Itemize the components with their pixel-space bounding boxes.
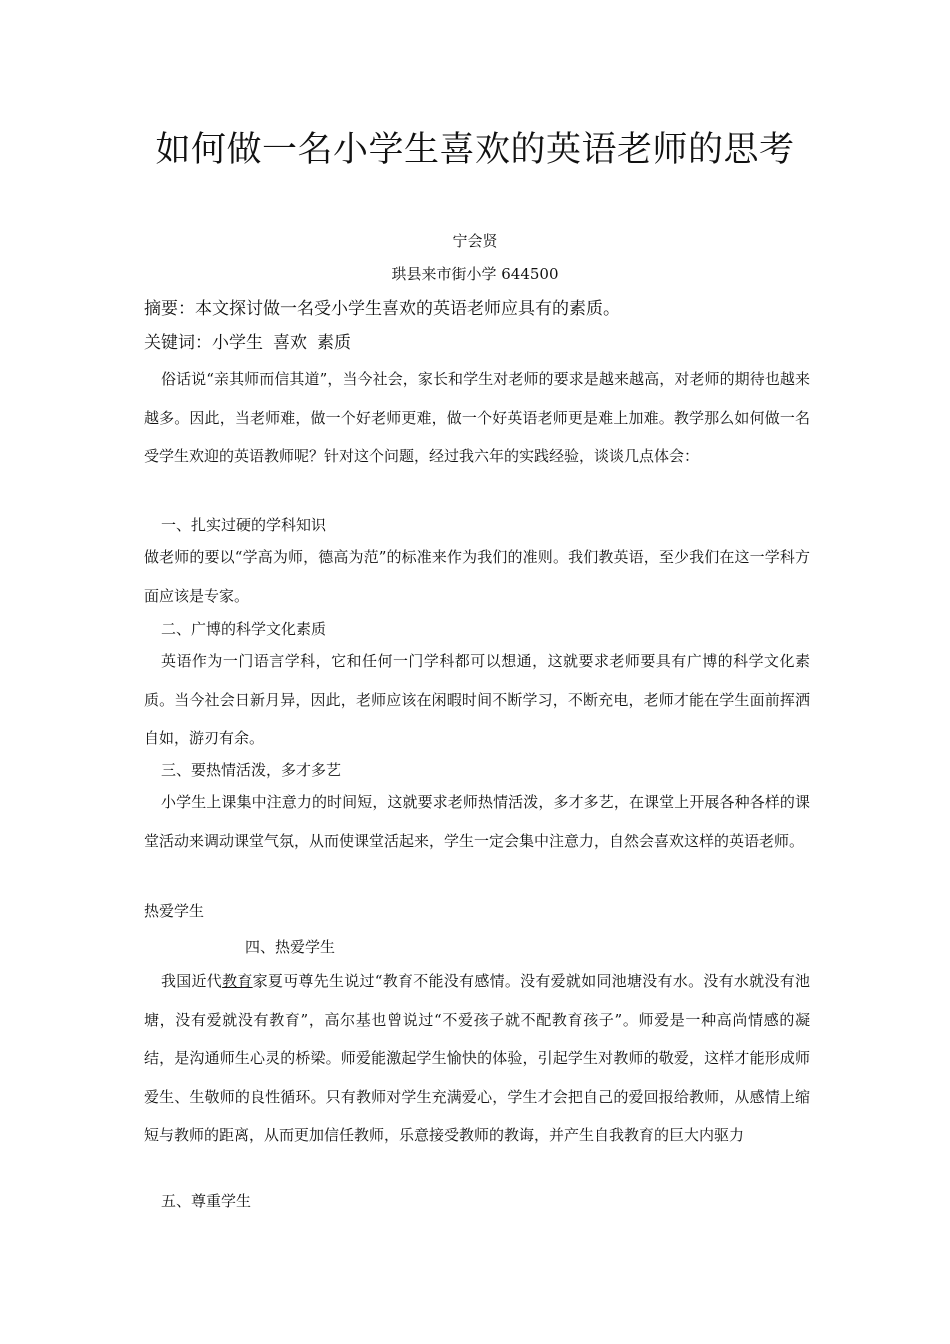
section-heading: 二、广博的科学文化素质 [161, 620, 327, 638]
stray-text: 热爱学生 [144, 902, 205, 920]
keywords [144, 331, 361, 355]
section-body: 小学生上课集中注意力的时间短，这就要求老师热情活泼，多才多艺，在课堂上开展各种各样的课堂活动来调动课堂气氛，从而使课堂活起来，学生一定会集中注意力，自然会喜欢这样的英语老师。 [144, 793, 810, 850]
keyword: 小学生 [212, 333, 263, 353]
section-heading: 四、热爱学生 [245, 938, 336, 956]
section-heading: 三、要热情活泼，多才多艺 [161, 761, 342, 779]
section-body: 做老师的要以“学高为师，德高为范”的标准来作为我们的准则。我们教英语，至少我们在这一学科方面应该是专家。 [144, 548, 810, 605]
section-heading: 一、扎实过硬的学科知识 [161, 516, 327, 534]
body-text: 我国近代 [161, 972, 223, 990]
section-body: 英语作为一门语言学科，它和任何一门学科都可以想通，这就要求老师要具有广博的科学文化素质。当今社会日新月异，因此，老师应该在闲暇时间不断学习，不断充电，老师才能在学生面前挥洒自如，游刃有余。 [144, 652, 810, 747]
keyword: 喜欢 [273, 333, 307, 353]
abstract: 摘要：本文探讨做一名受小学生喜欢的英语老师应具有的素质。 [144, 299, 620, 319]
section-body [144, 962, 810, 1155]
body-text: 家夏丏尊先生说过“教育不能没有感情。没有爱就如同池塘没有水。没有水就没有池塘，没有爱就没有教育”，高尔基也曾说过“不爱孩子就不配教育孩子”。师爱是一种高尚情感的凝结，是沟通师生心灵的桥梁。师爱能激起学生愉快的体验，引起学生对教师的敬爱，这样才能形成师爱生、生敬师的良性循环。只有教师对学生充满爱心，学生才会把自己的爱回报给教师，从感情上缩短与教师的距离，从而更加信任教师，乐意接受教师的教诲，并产生自我教育的巨大内驱力 [144, 972, 810, 1144]
author-affiliation: 珙县来市街小学 644500 [391, 265, 559, 283]
document-title: 如何做一名小学生喜欢的英语老师的思考 [155, 130, 795, 170]
section-heading: 五、尊重学生 [161, 1192, 252, 1210]
keyword: 素质 [317, 333, 351, 353]
author-name: 宁会贤 [452, 232, 498, 250]
education-link[interactable]: 教育 [222, 972, 253, 990]
keywords-label: 关键词： [144, 333, 212, 353]
intro-paragraph: 俗话说“亲其师而信其道”，当今社会，家长和学生对老师的要求是越来越高，对老师的期待也越来越多。因此，当老师难，做一个好老师更难，做一个好英语老师更是难上加难。教学那么如何做一名受学生欢迎的英语教师呢？针对这个问题，经过我六年的实践经验，谈谈几点体会： [144, 370, 810, 465]
